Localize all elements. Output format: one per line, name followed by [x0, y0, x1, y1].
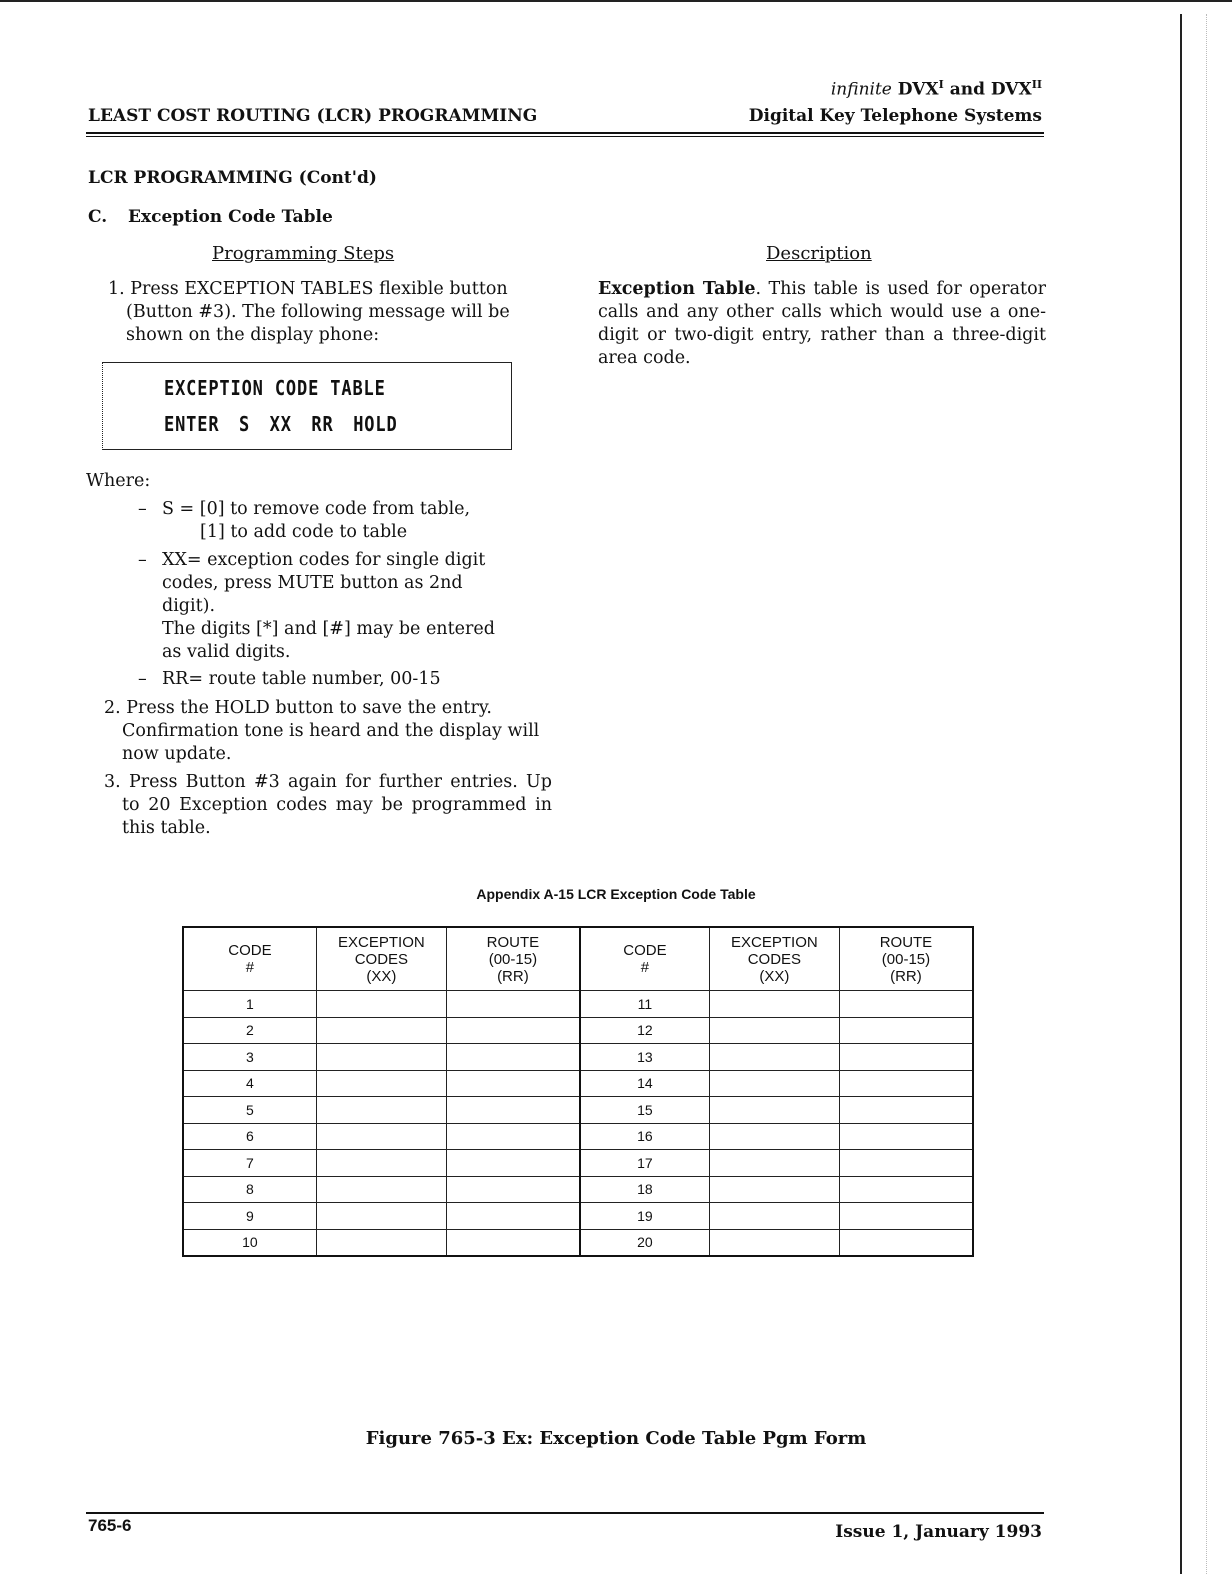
table-header-row [183, 927, 973, 991]
route-cell[interactable] [839, 1176, 973, 1203]
route-cell[interactable] [446, 1203, 580, 1230]
code-number: 2 [183, 1017, 316, 1044]
header-code: CODE # [580, 927, 709, 991]
code-number: 15 [580, 1097, 709, 1124]
route-cell[interactable] [839, 1070, 973, 1097]
step-2: 2. Press the HOLD button to save the entry. Confirmation tone is heard and the display will now update. [104, 698, 540, 764]
exception-code-cell[interactable] [316, 1203, 446, 1230]
code-number: 16 [580, 1123, 709, 1150]
code-number: 17 [580, 1150, 709, 1177]
table-row [183, 1097, 973, 1124]
header-subtitle: Digital Key Telephone Systems [748, 106, 1042, 126]
bullet-dash: – [138, 669, 147, 689]
code-number: 14 [580, 1070, 709, 1097]
code-number: 7 [183, 1150, 316, 1177]
exception-code-cell[interactable] [316, 1044, 446, 1071]
exception-code-cell[interactable] [316, 1176, 446, 1203]
table-row [183, 1044, 973, 1071]
description-term: Exception Table [598, 279, 756, 299]
code-number: 8 [183, 1176, 316, 1203]
exception-code-cell[interactable] [316, 991, 446, 1018]
step-1: 1. Press EXCEPTION TABLES flexible button (Button #3). The following message will be shown on the display phone: [108, 279, 510, 345]
code-number: 19 [580, 1203, 709, 1230]
route-cell[interactable] [446, 1150, 580, 1177]
header-rule-thin [86, 136, 1044, 137]
route-cell[interactable] [839, 1203, 973, 1230]
code-number: 12 [580, 1017, 709, 1044]
bullet-dash: – [138, 499, 147, 519]
header-exception-codes: EXCEPTION CODES (XX) [316, 927, 446, 991]
header-route: ROUTE (00-15) (RR) [446, 927, 580, 991]
column-heading-steps: Programming Steps [212, 243, 395, 264]
figure-caption: Figure 765-3 Ex: Exception Code Table Pgm Form [365, 1428, 867, 1449]
code-number: 9 [183, 1203, 316, 1230]
code-number: 3 [183, 1044, 316, 1071]
code-number: 10 [183, 1229, 316, 1256]
route-cell[interactable] [839, 991, 973, 1018]
code-number: 11 [580, 991, 709, 1018]
subsection-heading [88, 207, 333, 227]
section-title: LCR PROGRAMMING (Cont'd) [88, 168, 377, 188]
exception-code-cell[interactable] [316, 1150, 446, 1177]
bullet-xx-line1: XX= exception codes for single digit codes, press MUTE button as 2nd digit). [162, 550, 486, 616]
code-number: 20 [580, 1229, 709, 1256]
route-cell[interactable] [839, 1044, 973, 1071]
exception-code-cell[interactable] [316, 1017, 446, 1044]
description-text: . This table is used for operator calls and any other calls which would use a one-digit or two-digit entry, rather than a three-digit area code. [598, 279, 1046, 368]
display-line-2: ENTER S XX RR HOLD [164, 412, 398, 436]
exception-code-cell[interactable] [316, 1123, 446, 1150]
bullet-xx [138, 549, 538, 664]
header-route: ROUTE (00-15) (RR) [839, 927, 973, 991]
code-number: 6 [183, 1123, 316, 1150]
route-cell[interactable] [446, 1123, 580, 1150]
header-product [740, 78, 1042, 100]
exception-code-cell[interactable] [709, 1123, 839, 1150]
table-row [183, 1229, 973, 1256]
table-row [183, 1203, 973, 1230]
header-brand: infinite [830, 79, 892, 100]
header-model: DVX [897, 79, 939, 100]
bullet-xx-line2: The digits [*] and [#] may be entered as valid digits. [162, 619, 495, 662]
route-cell[interactable] [839, 1017, 973, 1044]
table-row [183, 1017, 973, 1044]
footer-rule [86, 1512, 1044, 1514]
exception-code-table [182, 926, 974, 1257]
code-number: 18 [580, 1176, 709, 1203]
route-cell[interactable] [446, 1229, 580, 1256]
display-line-1: EXCEPTION CODE TABLE [164, 376, 386, 400]
route-cell[interactable] [839, 1097, 973, 1124]
route-cell[interactable] [446, 1176, 580, 1203]
route-cell[interactable] [446, 991, 580, 1018]
route-cell[interactable] [446, 1044, 580, 1071]
exception-code-cell[interactable] [709, 1017, 839, 1044]
binding-rule [1180, 14, 1182, 1574]
code-number: 13 [580, 1044, 709, 1071]
exception-code-cell[interactable] [316, 1070, 446, 1097]
step-3: 3. Press Button #3 again for further entries. Up to 20 Exception codes may be programmed in this table. [104, 772, 552, 838]
route-cell[interactable] [446, 1097, 580, 1124]
scan-edge [1206, 14, 1207, 1574]
subsection-title: Exception Code Table [128, 207, 333, 227]
route-cell[interactable] [446, 1017, 580, 1044]
bullet-rr-text: RR= route table number, 00-15 [162, 669, 441, 689]
description-paragraph [598, 278, 1046, 370]
exception-code-cell[interactable] [709, 1203, 839, 1230]
bullet-s-line2: [1] to add code to table [200, 522, 408, 542]
exception-code-cell[interactable] [709, 1097, 839, 1124]
table-row [183, 1123, 973, 1150]
table-row [183, 991, 973, 1018]
code-number: 4 [183, 1070, 316, 1097]
header-section-title: LEAST COST ROUTING (LCR) PROGRAMMING [88, 106, 538, 126]
bullet-rr [138, 668, 538, 691]
exception-code-cell[interactable] [709, 1229, 839, 1256]
header-model-sup1: I [938, 78, 944, 91]
exception-code-cell[interactable] [709, 1044, 839, 1071]
route-cell[interactable] [839, 1123, 973, 1150]
page-number: 765-6 [88, 1516, 132, 1535]
code-number: 5 [183, 1097, 316, 1124]
exception-code-cell[interactable] [316, 1229, 446, 1256]
header-and: and DVX [949, 79, 1032, 100]
exception-code-cell[interactable] [316, 1097, 446, 1124]
table-row [183, 1150, 973, 1177]
code-number: 1 [183, 991, 316, 1018]
header-rule [86, 132, 1044, 134]
bullet-dash: – [138, 550, 147, 570]
subsection-letter: C. [88, 207, 108, 227]
table-row [183, 1070, 973, 1097]
exception-code-cell[interactable] [709, 1150, 839, 1177]
where-label: Where: [86, 471, 151, 491]
table-row [183, 1176, 973, 1203]
issue-date: Issue 1, January 1993 [835, 1522, 1042, 1542]
column-heading-description: Description [766, 243, 872, 264]
exception-code-cell[interactable] [709, 1070, 839, 1097]
header-model-sup2: II [1031, 78, 1042, 91]
bullet-s-line1: S = [0] to remove code from table, [162, 499, 471, 519]
route-cell[interactable] [839, 1150, 973, 1177]
bullet-s [138, 498, 538, 544]
page-top-border [0, 0, 1232, 2]
exception-code-cell[interactable] [709, 991, 839, 1018]
route-cell[interactable] [446, 1070, 580, 1097]
header-exception-codes: EXCEPTION CODES (XX) [709, 927, 839, 991]
header-code: CODE # [183, 927, 316, 991]
route-cell[interactable] [839, 1229, 973, 1256]
table-caption: Appendix A-15 LCR Exception Code Table [476, 886, 756, 902]
exception-code-cell[interactable] [709, 1176, 839, 1203]
